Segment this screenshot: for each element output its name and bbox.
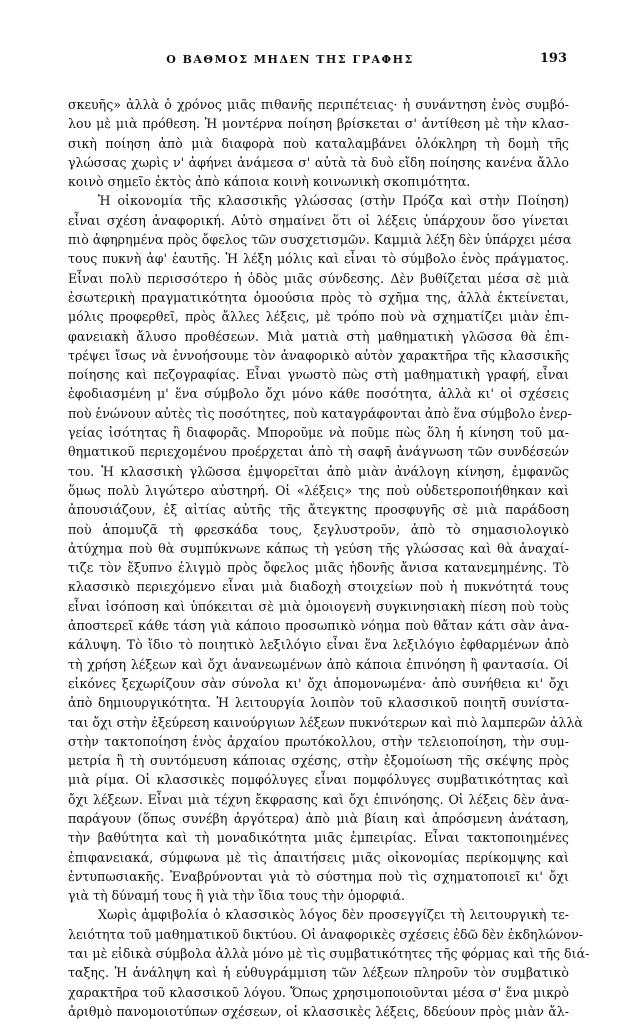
text-line: ὅμως πολὺ λιγώτερο αὐστηρή. Οἱ «λέξεις» της ποὺ οὐδετεροποιήθηκαν καὶ (68, 482, 569, 498)
text-line: ται ὄχι στὴν ἐξεύρεση καινούργιων λέξεων πυκνότερων καὶ πιὸ λαμπερῶν ἀλλὰ (68, 714, 583, 730)
text-line: φανειακὴ ἄλυσο προθέσεων. Μιὰ ματιὰ στὴ μαθηματικὴ γλῶσσα θὰ ἐπι- (68, 328, 569, 344)
text-line: ἀπὸ δημιουργικότητα. Ἡ λειτουργία λοιπὸν τοῦ κλασσικοῦ ποιητῆ συνίστα- (68, 695, 569, 711)
text-line: εἰκόνες ξεχωρίζουν σὰν σύνολα κι' ὄχι ἀπομονωμένα· ἀπὸ συνήθεια κι' ὄχι (68, 675, 569, 691)
text-line: πιὸ ἀφηρημένα πρὸς ὄφελος τῶν συσχετισμῶν. Καμμιὰ λέξη δὲν ὑπάρχει μέσα (68, 232, 572, 248)
text-line: τους πυκνὴ ἀφ' ἑαυτῆς. Ἡ λέξη μόλις καὶ εἶναι τὸ σύμβολο ἑνὸς πράγματος. (68, 251, 569, 267)
text-line: ποὺ ἑνώνουν αὐτὲς τὶς ποσότητες, ποὺ καταγράφονται ἀπὸ ἕνα σύμβολο ἐνερ- (68, 405, 572, 421)
text-line: γλώσσας χωρὶς ν' ἀφήνει ἀνάμεσα σ' αὐτὰ τὰ δυὸ εἴδη ποίησης κανένα ἄλλο (68, 154, 569, 170)
text-line: τὴν βαθύτητα καὶ τὴ μοναδικότητα μιᾶς ἐμπειρίας. Εἶναι τακτοποιημένες (68, 830, 569, 846)
text-line: μιὰ ρίμα. Οἱ κλασσικὲς πομφόλυγες εἶναι πομφόλυγες συμβατικότητας καὶ (68, 772, 569, 788)
text-line: τρέψει ἴσως νὰ ἐννοήσουμε τὸν ἀναφορικὸ αὐτὸν χαρακτῆρα τῆς κλασσικῆς (68, 347, 569, 363)
text-line: του. Ἡ κλασσικὴ γλῶσσα ἐμψορεῖται ἀπὸ μιὰν ἀνάλογη κίνηση, ἐμφανῶς (68, 463, 569, 479)
text-line: λου μὲ μιὰ πρόθεση. Ἡ μοντέρνα ποίηση βρίσκεται σ' ἀντίθεση μὲ τὴν κλασ- (68, 116, 569, 132)
text-line: μετρία ἢ τὴ συντόμευση κάποιας σχέσης, στὴν ἐξομοίωση τῆς σκέψης πρὸς (68, 753, 569, 769)
text-line: ἀποστερεῖ κάθε τάση γιὰ κάποιο προσωπικὸ νόημα ποὺ θἄταν κάτι σὰν ἀνα- (68, 618, 569, 634)
text-line: ἀπουσιάζουν, ἐξ αἰτίας αὐτῆς τῆς ἄτεγκτης προσφυγῆς σὲ μιὰ παράδοση (68, 502, 569, 518)
text-line: εἶναι σχέση ἀναφορική. Αὐτὸ σημαίνει ὅτι οἱ λέξεις ὑπάρχουν ὅσο γίνεται (68, 212, 569, 228)
text-line: σικὴ ποίηση ἀπὸ μιὰ διαφορὰ ποὺ καταλαμβάνει ὁλόκληρη τὴ δομὴ τῆς (68, 135, 569, 151)
text-line: ἐφοδιασμένη μ' ἕνα σύμβολο ὄχι μόνο κάθε ποσότητα, ἀλλὰ κι' οἱ σχέσεις (68, 386, 569, 402)
text-line: κλασσικὸ περιεχόμενο εἶναι μιὰ διαδοχὴ στοιχείων ποὺ ἡ πυκνότητά τους (68, 579, 569, 595)
paragraph-start-line: Ἡ οἰκονομία τῆς κλασσικῆς γλώσσας (στὴν Πρόζα καὶ στὴν Ποίηση) (98, 193, 569, 209)
text-line: ἐσωτερικὴ πραγματικότητα ὁμοούσια πρὸς τὸ σχῆμα της, ἀλλὰ ἐκτείνεται, (68, 289, 569, 305)
text-line: ται μὲ εἰδικὰ σύμβολα ἀλλὰ μόνο μὲ τὶς συμβατικότητες τῆς φόρμας καὶ τῆς διά- (68, 946, 590, 962)
text-line: σκευῆς» ἀλλὰ ὁ χρόνος μιᾶς πιθανῆς περιπέτειας· ἡ συνάντηση ἑνὸς συμβό- (68, 97, 569, 112)
text-line: στὴν τακτοποίηση ἑνὸς ἀρχαίου πρωτόκολλου, στὴν τελειοποίηση, τὴν συμ- (68, 733, 569, 749)
text-line: Εἶναι πολὺ περισσότερο ἡ ὁδὸς μιᾶς σύνδεσης. Δὲν βυθίζεται μέσα σὲ μιὰ (68, 270, 569, 286)
text-line: ὄχι λέξεων. Εἶναι μιὰ τέχνη ἔκφρασης καὶ ὄχι ἐπινόησης. Οἱ λέξεις δὲν ἀνα- (68, 791, 569, 807)
text-line: τὴ χρήση λέξεων καὶ ὄχι ἀνανεωμένων ἀπὸ κάποια ἐπινόηση ἢ φαντασία. Οἱ (68, 656, 569, 672)
text-line: κάλυψη. Τὸ ἴδιο τὸ ποιητικὸ λεξιλόγιο εἶναι ἕνα λεξιλόγιο ἐφθαρμένων ἀπὸ (68, 637, 569, 653)
text-line: χαρακτῆρα τοῦ κλασσικοῦ λόγου. Ὅπως χρησιμοποιοῦνται μέσα σ' ἕνα μικρὸ (68, 984, 569, 1000)
text-line: ἀτύχημα ποὺ θὰ συμπύκνωνε κάπως τὴ γεύση τῆς γλώσσας καὶ θὰ ἀναχαί- (68, 540, 569, 556)
text-line: τιζε τὸν ἔξυπνο ἐλιγμὸ πρὸς ὄφελος μιᾶς ἡδονῆς ἄνισα κατανεμημένης. Τὸ (68, 560, 569, 576)
text-line: ταξης. Ἡ ἀνάληψη καὶ ἡ εὐθυγράμμιση τῶν λέξεων πληροῦν τὸν συμβατικὸ (68, 965, 569, 981)
text-line: ἐπιφανειακά, σύμφωνα μὲ τὶς ἀπαιτήσεις μιᾶς οἰκονομίας περίκομψης καὶ (68, 849, 569, 865)
text-line: ποὺ ἀπομυζᾶ τὴ φρεσκάδα τους, ξεγλυστροῦν, ἀπὸ τὸ σημασιολογικὸ (68, 521, 569, 537)
text-line: γιὰ τὴ δύναμή τους ἢ γιὰ τὴν ἴδια τους τὴν ὁμορφιά. (68, 888, 405, 904)
paragraph-start-line: Χωρὶς ἀμφιβολία ὁ κλασσικὸς λόγος δὲν προσεγγίζει τὴ λειτουργικὴ τε- (98, 907, 569, 923)
text-line: εἶναι ἰσόποση καὶ ὑπόκειται σὲ μιὰ ὁμοιογενὴ συγκινησιακὴ πίεση ποὺ τοὺς (68, 598, 569, 614)
page-number: 193 (539, 51, 567, 66)
text-line: ἐντυπωσιακῆς. Ἐναβρύνονται γιὰ τὸ σύστημα ποὺ τὶς σχηματοποιεῖ κι' ὄχι (68, 868, 569, 884)
text-line: ποίησης καὶ πεζογραφίας. Εἶναι γνωστὸ πὼς στὴ μαθηματικὴ γραφή, εἶναι (68, 367, 569, 383)
text-line: λειότητα τοῦ μαθηματικοῦ δικτύου. Οἱ ἀναφορικὲς σχέσεις ἐδῶ δὲν ἐκδηλώνον- (68, 926, 583, 942)
text-line: παράγουν (ὅπως συνέβη ἀργότερα) ἀπὸ μιὰ βίαιη καὶ ἀπρόσμενη ἀνάταση, (68, 810, 569, 826)
page-header (0, 50, 637, 70)
body-text (68, 95, 590, 1021)
text-line: γείας ἰσότητας ἢ διαφορᾶς. Μποροῦμε νὰ ποῦμε πὼς ὅλη ἡ κίνηση τοῦ μα- (68, 425, 569, 441)
text-line: κοινὸ σημεῖο ἐκτὸς ἀπὸ κάποια κοινὴ κοινωνικὴ σκοπιμότητα. (68, 174, 471, 190)
text-line: ἀριθμὸ πανομοιοτύπων σχέσεων, οἱ κλασσικὲς λέξεις, δδεύουν πρὸς μιὰν ἄλ- (68, 1003, 569, 1019)
running-title: Ο ΒΑΘΜΟΣ ΜΗΔΕΝ ΤΗΣ ΓΡΑΦΗΣ (166, 53, 414, 66)
text-line: μόλις προφερθεῖ, πρὸς ἄλλες λέξεις, μὲ τρόπο ποὺ νὰ σχηματίζει μιὰν ἐπι- (68, 309, 569, 325)
text-line: θηματικοῦ περιεχομένου προέρχεται ἀπὸ τὴ σαφῆ ἀνάγνωση τῶν συνδέσεών (68, 444, 569, 460)
